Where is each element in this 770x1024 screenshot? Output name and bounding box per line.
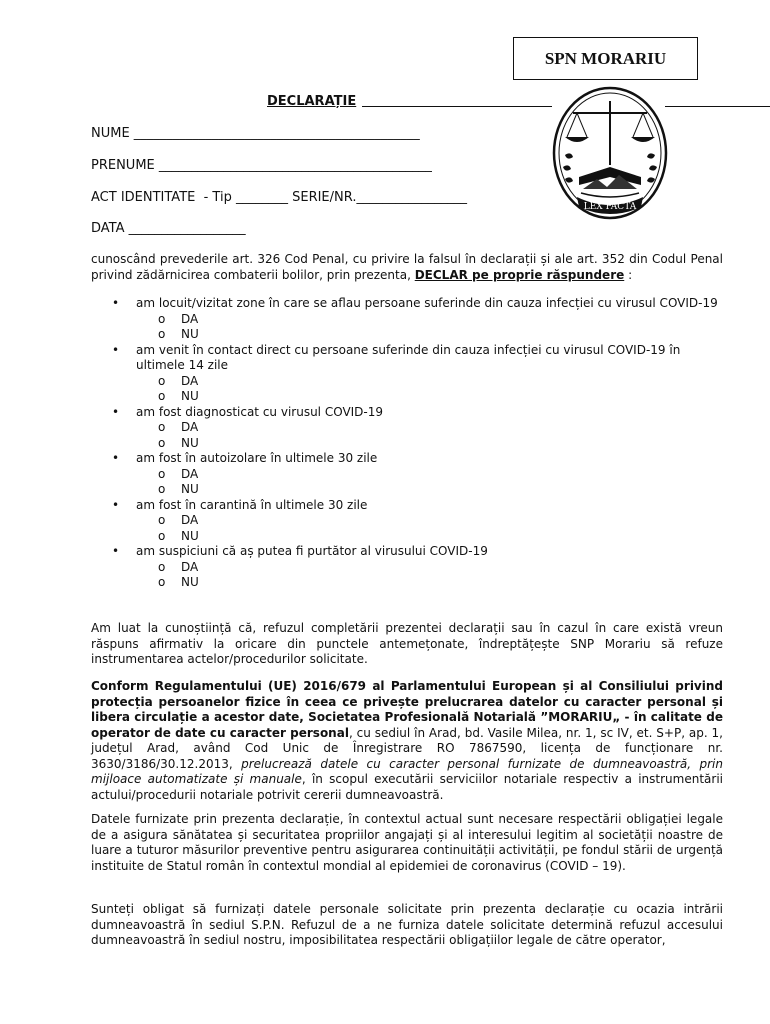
option-marker: o <box>158 389 166 403</box>
bullet-marker: • <box>112 497 120 512</box>
option-label: NU <box>181 389 199 403</box>
answer-option-da[interactable] <box>91 420 723 436</box>
option-label: NU <box>181 435 199 450</box>
answer-option-nu[interactable] <box>91 327 723 343</box>
question-item <box>91 405 723 421</box>
title-rule-right <box>665 106 770 107</box>
option-marker: o <box>158 420 166 434</box>
answer-option-da[interactable] <box>91 513 723 529</box>
bullet-marker: • <box>112 296 120 310</box>
answer-option-da[interactable] <box>91 560 723 576</box>
option-label: DA <box>181 559 199 574</box>
option-label: DA <box>181 373 199 388</box>
answer-option-nu[interactable] <box>91 389 723 405</box>
acknowledgement-paragraph: Am luat la cunoștiință că, refuzul completării prezentei declarații sau în cazul în care există vreun răspuns afirmativ la oricare din punctele antemețonate, îndreptățește SNP Morariu să refuze instrumentarea actelor/procedurilor solicitate. <box>91 621 723 666</box>
questions-list <box>91 296 723 591</box>
data-field[interactable]: DATA __________________ <box>91 221 246 236</box>
option-marker: o <box>158 466 166 481</box>
option-marker: o <box>158 482 166 496</box>
option-marker: o <box>158 435 166 450</box>
gdpr-normal-text: , cu sediul în Arad, bd. Vasile Milea, nr. 1, sc IV, et. S+P, ap. 1, județul Arad, având Cod Unic de Înregistrare RO 7867590, licența de funcționare nr. 3630/3186/30.12.2013, <box>91 725 723 771</box>
question-text: am suspiciuni că aș putea fi purtător al virusului COVID-19 <box>136 544 488 558</box>
question-item <box>91 544 723 560</box>
gdpr-italic-text: prelucrează datele cu caracter personal furnizate de dumneavoastră, prin mijloace automatizate și manuale <box>91 756 723 786</box>
answer-option-da[interactable] <box>91 374 723 390</box>
answer-option-da[interactable] <box>91 312 723 328</box>
bullet-marker: • <box>112 451 120 465</box>
necessity-paragraph: Datele furnizate prin prezenta declarație, în contextul actual sunt necesare respectării obligației legale de a asigura sănătatea și securitatea propriilor angajați și al interesului legitim al societății noastre de luare a tuturor măsurilor preventive pentru asigurarea continuității activității, pe fondul stării de urgență instituite de Statul român în contextul mondial al epidemiei de coronavirus (COVID – 19). <box>91 812 723 873</box>
question-item <box>91 296 723 312</box>
question-text: am fost în carantină în ultimele 30 zile <box>136 497 368 512</box>
intro-paragraph <box>91 252 723 283</box>
brand-name: SPN MORARIU <box>544 48 667 68</box>
gdpr-bold-text: Conform Regulamentului (UE) 2016/679 al Parlamentului European și al Consiliului privind protecția persoanelor fizice în ceea ce privește prelucrarea datelor cu caracter personal și libera circulație a acestor date, Societatea Profesională Notarială ”MORARIU„ - în calitate de operator de date cu caracter personal <box>91 679 723 740</box>
question-text: am venit în contact direct cu persoane suferinde din cauza infecției cu virusul COVID-19 în ultimele 14 zile <box>136 342 681 372</box>
option-label: DA <box>181 466 199 481</box>
option-marker: o <box>158 528 166 543</box>
option-marker: o <box>158 327 166 341</box>
question-text: am fost în autoizolare în ultimele 30 zile <box>136 451 378 465</box>
option-label: NU <box>181 528 199 543</box>
option-marker: o <box>158 311 166 326</box>
question-item <box>91 498 723 514</box>
gdpr-end-text: , în scopul executării serviciilor notariale respectiv a instrumentării actului/procedurii notariale potrivit cererii dumneavoastră. <box>91 772 723 802</box>
question-text: am fost diagnosticat cu virusul COVID-19 <box>136 404 384 419</box>
option-marker: o <box>158 575 166 589</box>
answer-option-nu[interactable] <box>91 482 723 498</box>
answer-option-nu[interactable] <box>91 529 723 545</box>
answer-option-nu[interactable] <box>91 436 723 452</box>
bullet-marker: • <box>112 404 120 419</box>
option-label: NU <box>181 482 199 496</box>
question-item <box>91 343 723 374</box>
option-marker: o <box>158 513 166 527</box>
page-title: DECLARAȚIE <box>267 94 357 109</box>
act-identitate-field[interactable]: ACT IDENTITATE - Tip ________ SERIE/NR._________________ <box>91 190 467 205</box>
brand-box <box>513 37 698 80</box>
obligation-paragraph: Sunteți obligat să furnizați datele personale solicitate prin prezenta declarație cu ocazia intrării dumneavoastră în sediul S.P.N. Refuzul de a ne furniza datele solicitate determină refuzul accesului dumneavoastră în sediul nostru, imposibilitatea respectării obligațiilor legale de către operator, <box>91 902 723 947</box>
gdpr-paragraph <box>91 679 723 803</box>
intro-text: cunoscând prevederile art. 326 Cod Penal, cu privire la falsul în declarații și ale art. 352 din Codul Penal privind zădărnicirea combaterii bolilor, prin prezenta, <box>91 252 723 282</box>
bullet-marker: • <box>112 544 120 558</box>
answer-option-nu[interactable] <box>91 575 723 591</box>
option-label: NU <box>181 327 199 341</box>
intro-emphasis: DECLAR pe proprie răspundere <box>414 267 625 282</box>
option-marker: o <box>158 373 166 388</box>
nume-field[interactable]: NUME ____________________________________________ <box>91 126 420 141</box>
bullet-marker: • <box>112 342 120 357</box>
option-label: NU <box>181 575 199 589</box>
title-rule-left <box>362 106 552 107</box>
question-text: am locuit/vizitat zone în care se aflau persoane suferinde din cauza infecției cu virusul COVID-19 <box>136 296 718 310</box>
option-marker: o <box>158 559 166 574</box>
prenume-field[interactable]: PRENUME __________________________________________ <box>91 158 432 173</box>
option-label: DA <box>181 420 199 434</box>
option-label: DA <box>181 513 199 527</box>
answer-option-da[interactable] <box>91 467 723 483</box>
svg-text:LEX PACTA: LEX PACTA <box>583 202 637 212</box>
question-item <box>91 451 723 467</box>
option-label: DA <box>181 311 199 326</box>
lex-pacta-seal-logo <box>551 85 669 221</box>
intro-end: : <box>624 267 633 282</box>
